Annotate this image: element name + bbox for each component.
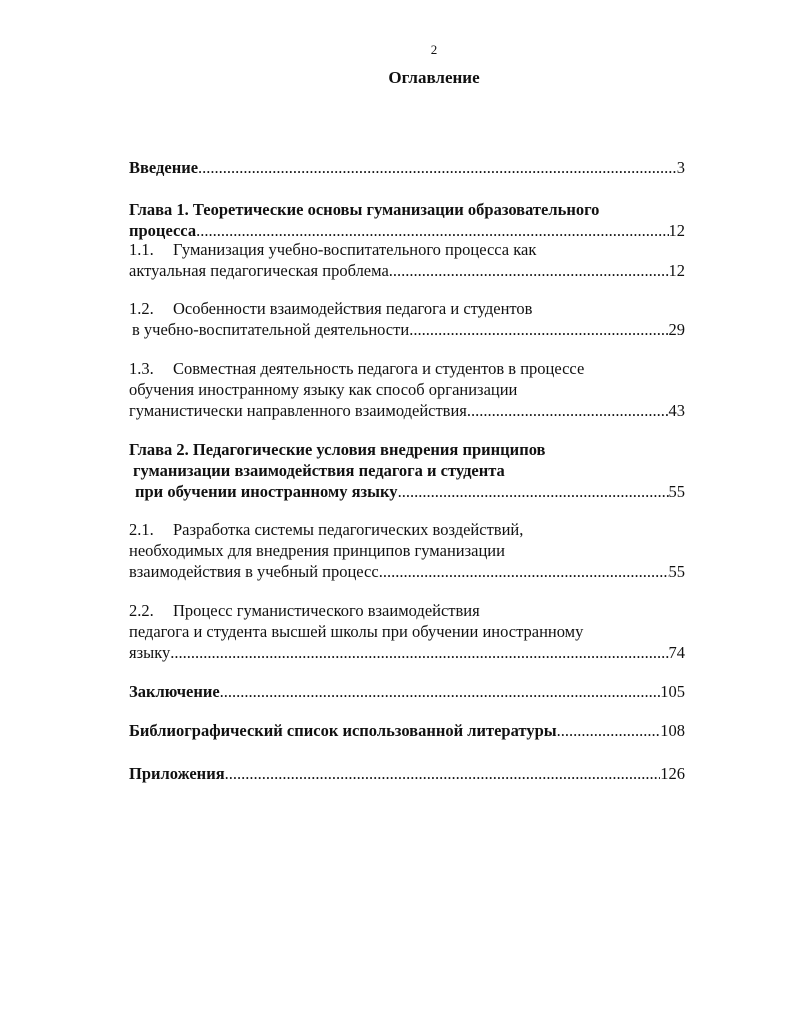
toc-page-number: 105 [660,682,685,701]
leader-dots [198,157,677,178]
page-title: Оглавление [388,68,480,87]
toc-page-number: 29 [668,320,685,339]
toc-page-number: 43 [668,401,685,420]
toc-entry-bibliography [129,720,685,741]
toc-line: Глава 1. Теоретические основы гуманизации образовательного [129,200,600,219]
leader-dots [225,763,661,784]
toc-label: Разработка системы педагогических воздействий, [173,520,524,539]
toc-line: необходимых для внедрения принципов гуманизации [129,541,505,560]
toc-label: процесса [129,221,197,240]
leader-dots [409,319,668,340]
toc-entry-section-2-1 [129,519,685,582]
toc-line [129,260,685,281]
toc-label: Введение [129,158,199,177]
section-number: 1.3. [129,359,154,378]
leader-dots [170,642,668,663]
toc-entry-section-1-1 [129,239,685,281]
leader-dots [557,720,661,741]
toc-line: обучения иностранному языку как способ организации [129,380,518,399]
section-number: 1.2. [129,299,154,318]
toc-line [129,481,685,502]
toc-line [129,220,685,241]
toc-page-number: 126 [660,764,685,783]
toc-page-number: 3 [676,158,685,177]
toc-entry-section-2-2 [129,600,685,663]
toc-line [129,239,685,260]
toc-label: Особенности взаимодействия педагога и студентов [173,299,533,318]
toc-line [129,681,685,702]
toc-entry-chapter-2 [129,439,685,502]
section-number: 2.2. [129,601,154,620]
toc-entry-introduction [129,157,685,178]
toc-page-number: 55 [668,482,685,501]
toc-line [129,600,685,621]
toc-page-number: 74 [668,643,685,662]
toc-label: Гуманизация учебно-воспитательного процесса как [173,240,537,259]
leader-dots [220,681,661,702]
toc-label: Совместная деятельность педагога и студентов в процессе [173,359,585,378]
toc-entry-conclusion [129,681,685,702]
section-number: 1.1. [129,240,154,259]
toc-label: при обучении иностранному языку [135,482,398,501]
toc-label: языку [129,643,171,662]
toc-label: в учебно-воспитательной деятельности [132,320,410,339]
toc-page-number: 12 [668,261,685,280]
leader-dots [389,260,669,281]
toc-entry-section-1-3 [129,358,685,421]
toc-label: Приложения [129,764,225,783]
toc-line [129,642,685,663]
toc-label: актуальная педагогическая проблема [129,261,389,280]
toc-line [129,358,685,379]
toc-line [129,720,685,741]
section-number: 2.1. [129,520,154,539]
toc-line [129,763,685,784]
toc-page-number: 12 [668,221,685,240]
toc-label: Заключение [129,682,220,701]
toc-label: Процесс гуманистического взаимодействия [173,601,480,620]
toc-line [129,298,685,319]
toc-line: гуманизации взаимодействия педагога и студента [133,461,505,480]
page-number: 2 [430,42,438,57]
toc-line: педагога и студента высшей школы при обучении иностранному [129,622,584,641]
toc-entry-section-1-2 [129,298,685,340]
toc-line [129,519,685,540]
toc-line [129,157,685,178]
toc-label: взаимодействия в учебный процесс [129,562,379,581]
toc-line [129,400,685,421]
leader-dots [379,561,669,582]
toc-line: Глава 2. Педагогические условия внедрения принципов [129,440,546,459]
toc-entry-chapter-1 [129,199,685,241]
leader-dots [467,400,669,421]
toc-page-number: 55 [668,562,685,581]
toc-line [129,319,685,340]
toc-page-number: 108 [660,721,685,740]
leader-dots [196,220,668,241]
toc-line [129,561,685,582]
toc-entry-appendices [129,763,685,784]
leader-dots [398,481,669,502]
toc-label: Библиографический список использованной литературы [129,721,557,740]
toc-label: гуманистически направленного взаимодействия [129,401,467,420]
